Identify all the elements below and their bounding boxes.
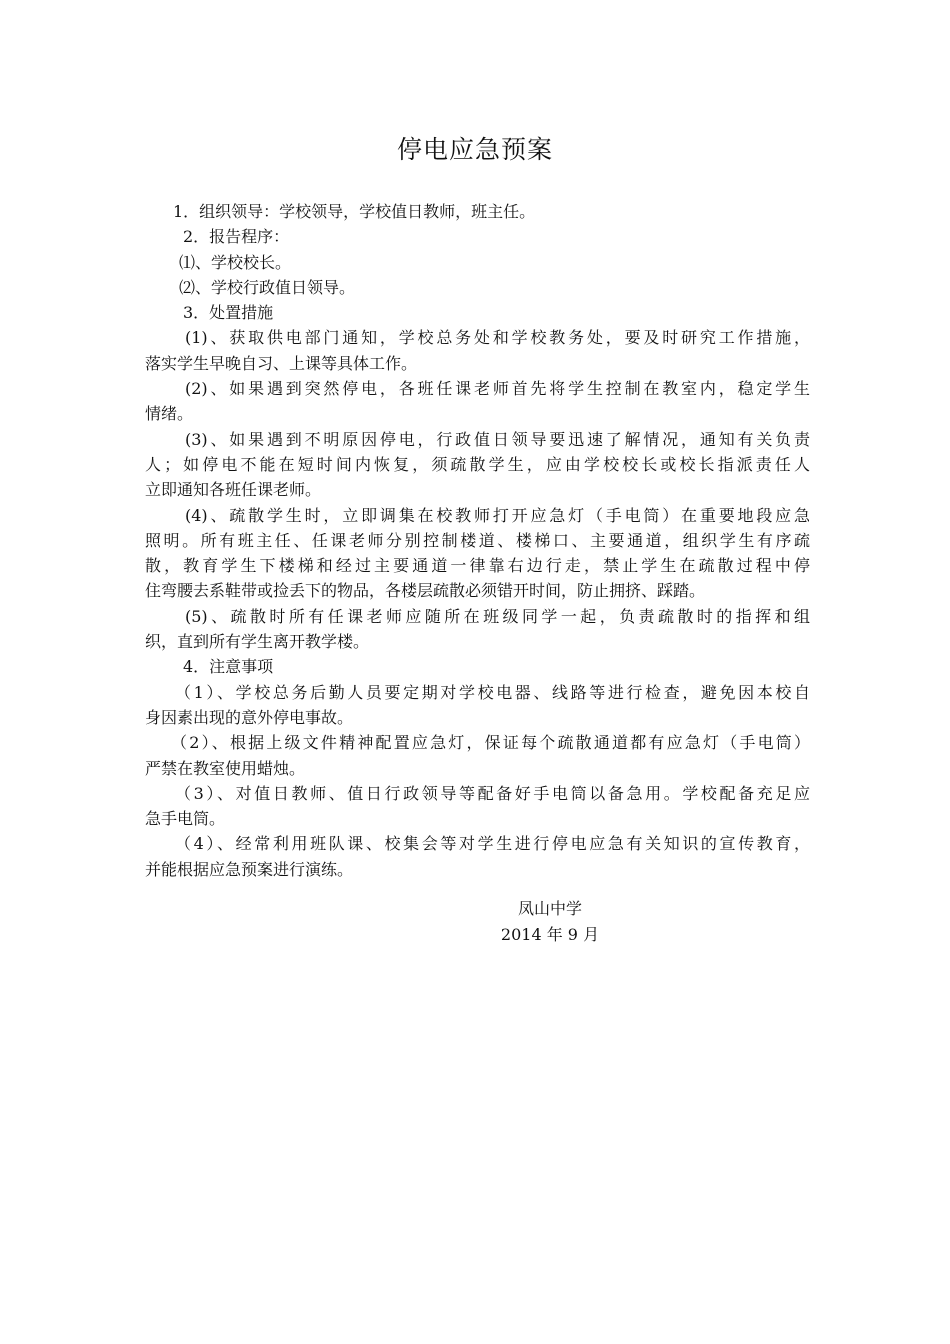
measure-1-line-1: (1)、获取供电部门通知，学校总务处和学校教务处，要及时研究工作措施， (185, 328, 810, 348)
note-2-line-2: 严禁在教室使用蜡烛。 (145, 758, 306, 778)
signature-date: 2014 年 9 月 (500, 925, 600, 944)
note-3-line-1: （3）、对值日教师、值日行政领导等配备好手电筒以备急用。学校配备充足应 (175, 783, 810, 803)
note-3-line-2: 急手电筒。 (145, 809, 226, 829)
reporting-step-1: ⑴、学校校长。 (179, 252, 292, 272)
measure-5-line-1: (5)、疏散时所有任课老师应随所在班级同学一起，负责疏散时的指挥和组 (185, 606, 810, 626)
signature-organization: 凤山中学 (517, 899, 582, 918)
item-4-notes: 4．注意事项 (183, 657, 274, 677)
note-1-line-1: （1）、学校总务后勤人员要定期对学校电器、线路等进行检查，避免因本校自 (175, 682, 810, 702)
measure-4-line-3: 散，教育学生下楼梯和经过主要通道一律靠右边行走，禁止学生在疏散过程中停 (145, 556, 810, 576)
measure-5-line-2: 织，直到所有学生离开教学楼。 (145, 632, 370, 652)
note-4-line-2: 并能根据应急预案进行演练。 (145, 859, 354, 879)
measure-4-line-1: (4)、疏散学生时，立即调集在校教师打开应急灯（手电筒）在重要地段应急 (185, 505, 810, 525)
item-3-measures: 3．处置措施 (183, 303, 274, 323)
reporting-step-2: ⑵、学校行政值日领导。 (179, 277, 356, 297)
item-2-reporting: 2．报告程序： (183, 227, 290, 247)
note-2-line-1: （2）、根据上级文件精神配置应急灯，保证每个疏散通道都有应急灯（手电筒） (171, 733, 810, 753)
item-1-organization: 1．组织领导：学校领导，学校值日教师，班主任。 (173, 202, 536, 221)
measure-4-line-4: 住弯腰去系鞋带或捡丢下的物品，各楼层疏散必须错开时间，防止拥挤、踩踏。 (145, 581, 706, 601)
document-title: 停电应急预案 (396, 135, 553, 164)
document-body (145, 199, 810, 882)
signature-block (460, 896, 640, 948)
note-4-line-1: （4）、经常利用班队课、校集会等对学生进行停电应急有关知识的宣传教育， (175, 834, 810, 854)
measure-1-line-2: 落实学生早晚自习、上课等具体工作。 (145, 353, 418, 373)
measure-3-line-1: (3)、如果遇到不明原因停电，行政值日领导要迅速了解情况，通知有关负责 (185, 429, 810, 449)
measure-3-line-3: 立即通知各班任课老师。 (145, 480, 322, 500)
measure-4-line-2: 照明。所有班主任、任课老师分别控制楼道、楼梯口、主要通道，组织学生有序疏 (145, 530, 810, 550)
measure-2-line-2: 情绪。 (145, 404, 194, 424)
measure-2-line-1: (2)、如果遇到突然停电，各班任课老师首先将学生控制在教室内，稳定学生 (185, 379, 810, 399)
note-1-line-2: 身因素出现的意外停电事故。 (145, 707, 354, 727)
measure-3-line-2: 人；如停电不能在短时间内恢复，须疏散学生，应由学校校长或校长指派责任人 (145, 454, 810, 474)
